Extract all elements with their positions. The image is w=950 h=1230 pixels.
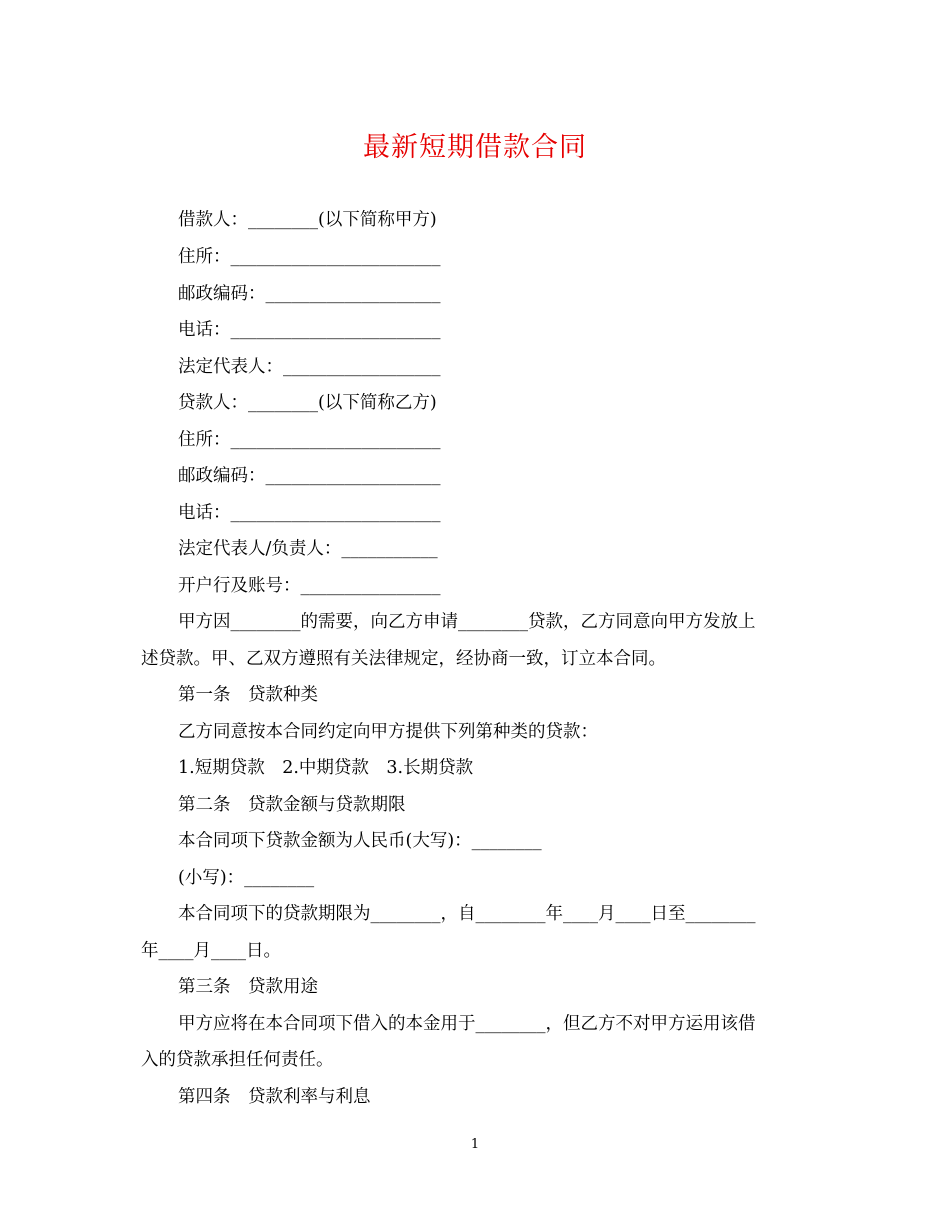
loan-amount-lowercase-line: (小写)：________ [178, 868, 315, 888]
bank-account-line: 开户行及账号：________________ [178, 576, 441, 596]
page-number: 1 [470, 1137, 480, 1152]
loan-type-options: 1.短期贷款 2.中期贷款 3.长期贷款 [178, 758, 474, 778]
article-1-heading: 第一条 贷款种类 [178, 685, 318, 705]
lender-phone-line: 电话：________________________ [178, 503, 441, 523]
document-title: 最新短期借款合同 [363, 132, 587, 163]
article-3-heading: 第三条 贷款用途 [178, 977, 318, 997]
loan-purpose-line-1: 甲方应将在本合同项下借入的本金用于________，但乙方不对甲方运用该借 [178, 1014, 756, 1034]
borrower-line: 借款人：________(以下简称甲方) [178, 210, 437, 230]
lender-line: 贷款人：________(以下简称乙方) [178, 393, 437, 413]
article-2-heading: 第二条 贷款金额与贷款期限 [178, 795, 406, 815]
loan-amount-uppercase-line: 本合同项下贷款金额为人民币(大写)：________ [178, 831, 542, 851]
borrower-representative-line: 法定代表人：__________________ [178, 357, 441, 377]
loan-purpose-line-2: 入的贷款承担任何责任。 [141, 1050, 334, 1070]
preamble-paragraph-line-2: 述贷款。甲、乙双方遵照有关法律规定，经协商一致，订立本合同。 [141, 649, 666, 669]
borrower-address-line: 住所：________________________ [178, 247, 441, 267]
lender-representative-line: 法定代表人/负责人：___________ [178, 539, 438, 559]
article-4-heading: 第四条 贷款利率与利息 [178, 1087, 371, 1107]
lender-address-line: 住所：________________________ [178, 430, 441, 450]
lender-postcode-line: 邮政编码：____________________ [178, 466, 441, 486]
article-1-text: 乙方同意按本合同约定向甲方提供下列第种类的贷款： [178, 722, 598, 742]
loan-term-line-2: 年____月____日。 [141, 941, 281, 961]
loan-term-line-1: 本合同项下的贷款期限为________，自________年____月____日至________ [178, 904, 756, 924]
borrower-phone-line: 电话：________________________ [178, 320, 441, 340]
borrower-postcode-line: 邮政编码：____________________ [178, 284, 441, 304]
preamble-paragraph-line-1: 甲方因________的需要，向乙方申请________贷款，乙方同意向甲方发放上 [178, 612, 756, 632]
